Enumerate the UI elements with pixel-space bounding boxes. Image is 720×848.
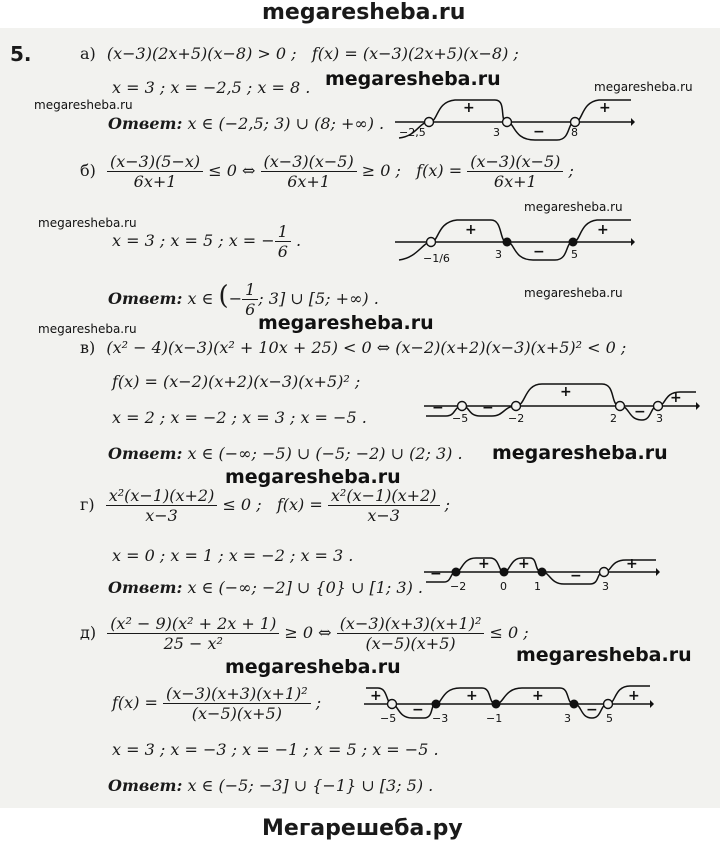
relation: ≤ 0 ; xyxy=(489,623,529,642)
watermark: megaresheba.ru xyxy=(34,98,133,112)
fraction: $\frac{1}{6}$ xyxy=(275,222,291,261)
part-b-label: б) xyxy=(80,161,96,180)
watermark: megaresheba.ru xyxy=(258,312,434,334)
sign-label: + xyxy=(532,688,544,704)
sign-label: + xyxy=(628,688,640,704)
open-point xyxy=(427,238,436,247)
function-prefix: f(x) = xyxy=(416,161,463,180)
sign-label: − xyxy=(533,244,545,260)
axis-label: 3 xyxy=(602,580,609,593)
answer-label: Ответ: xyxy=(108,289,183,308)
filled-point xyxy=(570,700,579,709)
filled-point xyxy=(500,568,509,577)
part-g-line1: г) $\frac{\text{x²(x−1)(x+2)}}{x-3}$ ≤ 0 ; f(x) = $\frac{\text{x²(x−1)(x+2)}}{x-3}$ ; xyxy=(80,486,450,525)
sign-label: + xyxy=(670,390,682,406)
sign-label: + xyxy=(626,556,638,572)
part-a-line1 xyxy=(80,44,519,63)
relation: ≤ 0 ; xyxy=(222,495,262,514)
relation: ≤ 0 ⇔ xyxy=(208,161,256,180)
axis-label: 3 xyxy=(495,248,502,261)
fraction: $\frac{(x-3)(x-5)}{6x+1}$ xyxy=(261,152,357,191)
fraction: $\frac{1}{6}$ xyxy=(242,280,258,319)
axis-label: 5 xyxy=(606,712,613,725)
watermark: megaresheba.ru xyxy=(516,644,692,666)
open-point xyxy=(616,402,625,411)
part-a-function: f(x) = (x−3)(2x+5)(x−8) ; xyxy=(311,44,519,63)
sign-label: + xyxy=(518,556,530,572)
axis-label: −3 xyxy=(432,712,449,725)
watermark: megaresheba.ru xyxy=(38,216,137,230)
sign-label: + xyxy=(560,384,572,400)
site-header: megaresheba.ru xyxy=(262,0,466,25)
function-prefix: f(x) = xyxy=(276,495,323,514)
axis-label: 3 xyxy=(656,412,663,425)
part-d-sign-diagram xyxy=(364,680,654,740)
axis-arrow xyxy=(631,118,635,126)
part-a-roots: x = 3 ; x = −2,5 ; x = 8 . xyxy=(112,78,311,97)
part-v-answer xyxy=(108,444,463,463)
part-g-answer xyxy=(108,578,423,597)
filled-point xyxy=(432,700,441,709)
sign-label: − xyxy=(412,702,424,718)
sign-label: + xyxy=(597,222,609,238)
answer-label: Ответ: xyxy=(108,444,183,463)
axis-label: −1 xyxy=(486,712,503,725)
axis-arrow xyxy=(631,238,635,246)
function-prefix: f(x) = xyxy=(112,693,158,712)
part-b-roots: x = 3 ; x = 5 ; x = − $\frac{1}{6}$ . xyxy=(112,222,302,261)
site-footer: Мегарешеба.ру xyxy=(262,816,463,841)
filled-point xyxy=(492,700,501,709)
part-v-roots: x = 2 ; x = −2 ; x = 3 ; x = −5 . xyxy=(112,408,367,427)
part-b-line1: б) $\frac{(x-3)(5-x)}{6x+1}$ ≤ 0 ⇔ $\frac{(x-3)(x-5)}{6x+1}$ ≥ 0 ; f(x) = $\frac{(x-3)(x-5)}{6x+1}$ ; xyxy=(80,152,574,191)
fraction: $\frac{\text{(x−3)(x+3)(x+1)²}}{(x-5)(x+5)}$ xyxy=(337,614,485,653)
open-point xyxy=(512,402,521,411)
part-b-sign-diagram xyxy=(395,212,635,272)
open-point xyxy=(458,402,467,411)
watermark: megaresheba.ru xyxy=(225,656,401,678)
axis-label: −2 xyxy=(508,412,525,425)
sign-label: − xyxy=(432,400,444,416)
fraction: $\frac{\text{(x−3)(x+3)(x+1)²}}{(x-5)(x+5)}$ xyxy=(163,684,311,723)
watermark: megaresheba.ru xyxy=(325,68,501,90)
sign-label: − xyxy=(586,702,598,718)
answer-label: Ответ: xyxy=(108,776,183,795)
filled-point xyxy=(569,238,578,247)
sign-label: + xyxy=(465,222,477,238)
answer-text: x ∈ (−∞; −5) ∪ (−5; −2) ∪ (2; 3) . xyxy=(187,444,463,463)
answer-text: x ∈ (−5; −3] ∪ {−1} ∪ [3; 5) . xyxy=(187,776,434,795)
part-d-label: д) xyxy=(80,623,97,642)
filled-point xyxy=(538,568,547,577)
axis-label: −1/6 xyxy=(423,252,450,265)
axis-label: −2,5 xyxy=(399,126,426,139)
part-d-function: f(x) = $\frac{\text{(x−3)(x+3)(x+1)²}}{(x-5)(x+5)}$ ; xyxy=(112,684,322,723)
open-point xyxy=(388,700,397,709)
sign-label: − xyxy=(570,568,582,584)
axis-label: 3 xyxy=(564,712,571,725)
sign-label: − xyxy=(482,400,494,416)
part-v-sign-diagram xyxy=(424,372,700,432)
axis-label: −5 xyxy=(452,412,469,425)
relation: ≥ 0 ⇔ xyxy=(284,623,332,642)
filled-point xyxy=(452,568,461,577)
watermark: megaresheba.ru xyxy=(492,442,668,464)
sign-label: − xyxy=(634,404,646,420)
open-point xyxy=(604,700,613,709)
axis-arrow xyxy=(650,700,654,708)
open-point xyxy=(503,118,512,127)
answer-text: x ∈ (−∞; −2] ∪ {0} ∪ [1; 3) . xyxy=(187,578,423,597)
watermark: megaresheba.ru xyxy=(38,322,137,336)
axis-label: 5 xyxy=(571,248,578,261)
part-a-label: а) xyxy=(80,44,96,63)
part-v-line1 xyxy=(80,338,626,357)
sign-label: + xyxy=(599,100,611,116)
answer-label: Ответ: xyxy=(108,114,183,133)
part-v-function: f(x) = (x−2)(x+2)(x−3)(x+5)² ; xyxy=(112,372,361,391)
watermark: megaresheba.ru xyxy=(524,286,623,300)
watermark: megaresheba.ru xyxy=(594,80,693,94)
problem-number: 5. xyxy=(10,42,32,66)
sign-label: − xyxy=(533,124,545,140)
part-a-inequality: (x−3)(2x+5)(x−8) > 0 ; xyxy=(106,44,297,63)
open-point xyxy=(654,402,663,411)
axis-arrow xyxy=(696,402,700,410)
axis-label: 1 xyxy=(534,580,541,593)
sign-label: − xyxy=(430,566,442,582)
open-point xyxy=(425,118,434,127)
fraction: $\frac{\text{x²(x−1)(x+2)}}{x-3}$ xyxy=(328,486,440,525)
part-g-sign-diagram xyxy=(424,546,660,606)
answer-text: x ∈ (−2,5; 3) ∪ (8; +∞) . xyxy=(187,114,385,133)
sign-label: + xyxy=(478,556,490,572)
fraction: $\frac{(x-3)(5-x)}{6x+1}$ xyxy=(107,152,203,191)
open-point xyxy=(600,568,609,577)
axis-label: 0 xyxy=(500,580,507,593)
axis-label: −5 xyxy=(380,712,397,725)
fraction: $\frac{(x-3)(x-5)}{6x+1}$ xyxy=(467,152,563,191)
answer-label: Ответ: xyxy=(108,578,183,597)
part-a-sign-diagram xyxy=(395,88,635,148)
axis-label: 3 xyxy=(493,126,500,139)
axis-label: 2 xyxy=(610,412,617,425)
part-v-label: в) xyxy=(80,338,96,357)
fraction: $\frac{\text{(x² − 9)(x² + 2x + 1)}}{\text{25 − x²}}$ xyxy=(107,614,279,653)
sign-label: + xyxy=(370,688,382,704)
part-a-answer xyxy=(108,114,384,133)
watermark: megaresheba.ru xyxy=(225,466,401,488)
part-v-inequality: (x² − 4)(x−3)(x² + 10x + 25) < 0 ⇔ (x−2)(x+2)(x−3)(x+5)² < 0 ; xyxy=(106,338,627,357)
part-g-label: г) xyxy=(80,495,95,514)
watermark: megaresheba.ru xyxy=(524,200,623,214)
part-d-answer xyxy=(108,776,433,795)
sign-label: + xyxy=(463,100,475,116)
relation: ≥ 0 ; xyxy=(361,161,401,180)
fraction: $\frac{\text{x²(x−1)(x+2)}}{x-3}$ xyxy=(106,486,218,525)
axis-arrow xyxy=(656,568,660,576)
part-g-roots: x = 0 ; x = 1 ; x = −2 ; x = 3 . xyxy=(112,546,354,565)
part-d-roots: x = 3 ; x = −3 ; x = −1 ; x = 5 ; x = −5 . xyxy=(112,740,439,759)
part-d-line1 xyxy=(80,614,529,653)
part-b-answer: Ответ: x ∈ (− $\frac{1}{6}$ ; 3] ∪ [5; +∞) . xyxy=(108,280,379,319)
sign-label: + xyxy=(466,688,478,704)
axis-label: −2 xyxy=(450,580,467,593)
filled-point xyxy=(503,238,512,247)
axis-label: 8 xyxy=(571,126,578,139)
